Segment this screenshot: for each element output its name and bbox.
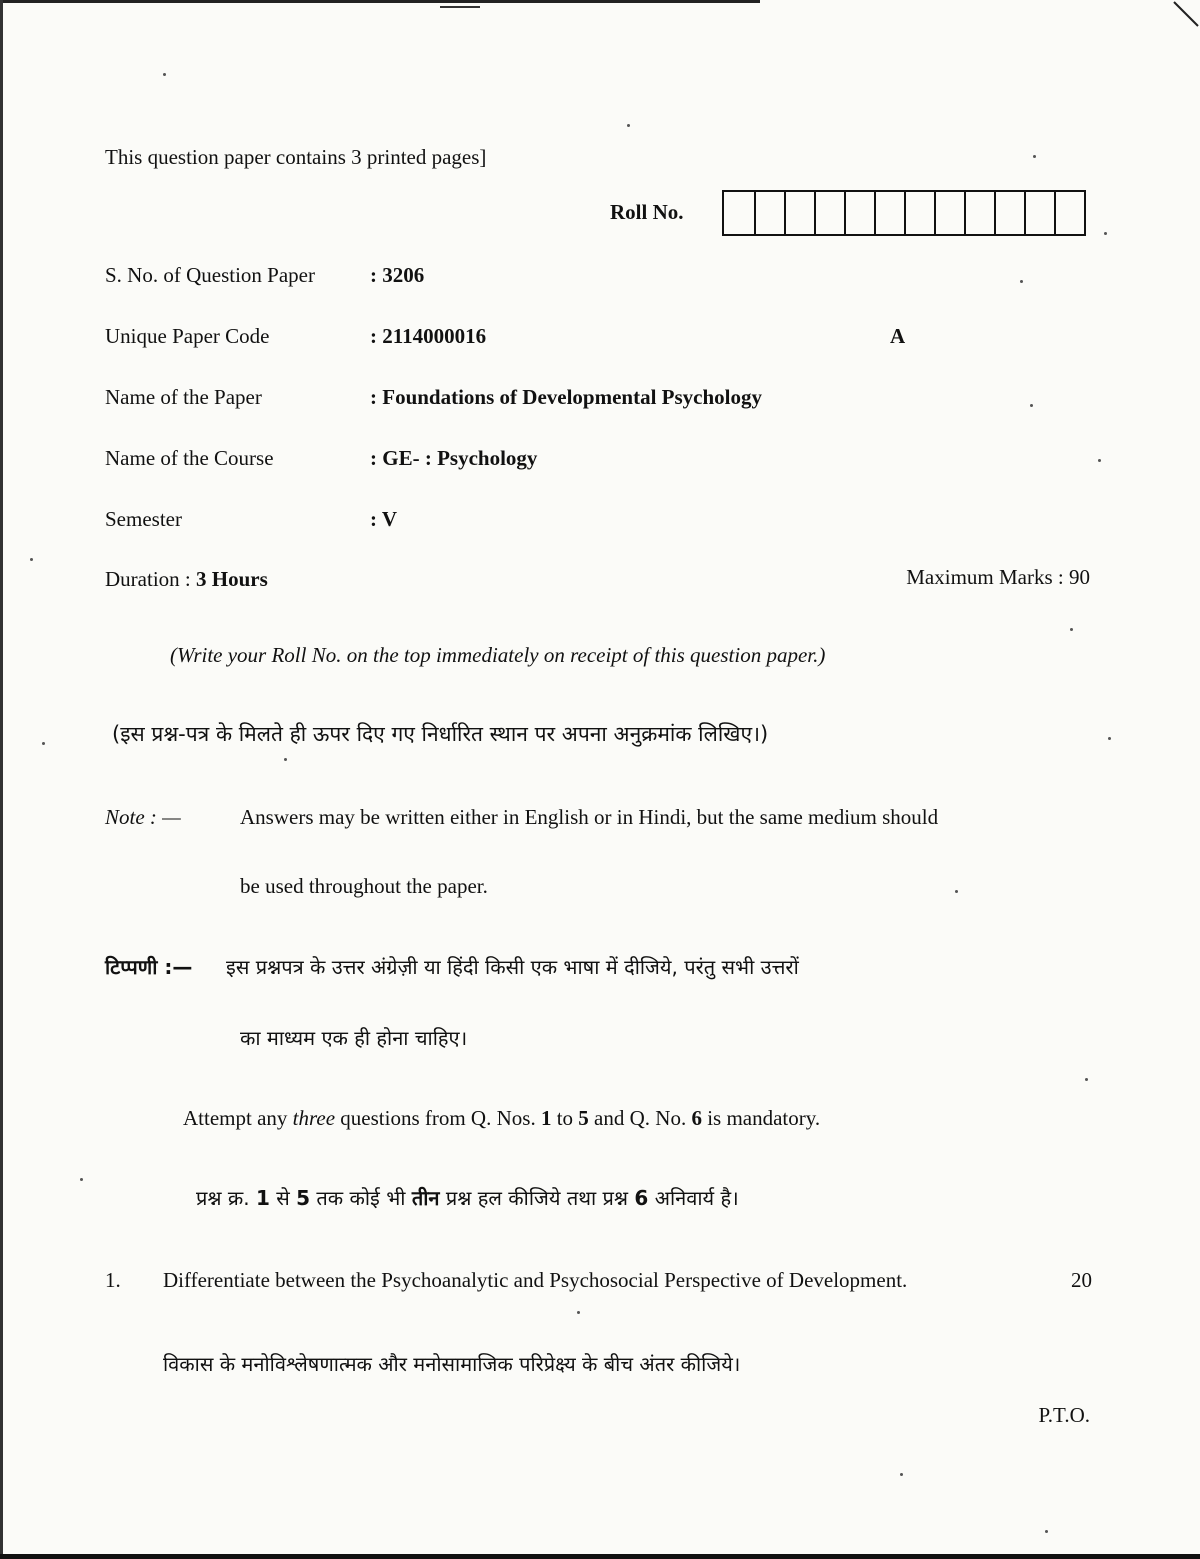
attempt-en-number: 5 [578,1106,589,1130]
meta-label-serial: S. No. of Question Paper [105,263,315,287]
attempt-hi-number: 1 [255,1186,270,1210]
roll-number-box[interactable] [784,192,814,234]
roll-number-box[interactable] [994,192,1024,234]
question-number: 1. [105,1268,121,1292]
attempt-hi-text: तक कोई भी [310,1186,412,1210]
question-marks: 20 [1071,1268,1092,1292]
attempt-instruction-hindi [196,1184,739,1211]
attempt-hi-count: तीन [411,1186,440,1210]
scan-speck [1033,155,1036,158]
scan-corner-mark [1170,0,1200,30]
roll-number-box[interactable] [1024,192,1054,234]
scan-speck [1045,1530,1048,1533]
scan-speck [1030,404,1033,407]
scan-speck [900,1473,903,1476]
roll-number-box[interactable] [904,192,934,234]
scan-speck [163,73,166,76]
duration-label: Duration : [105,567,196,591]
question-text-english: Differentiate between the Psychoanalytic and Psychosocial Perspective of Development. [163,1268,908,1292]
note-label: Note : — [105,805,181,829]
roll-number-boxes[interactable] [722,190,1086,236]
attempt-en-text: is mandatory. [701,1106,821,1130]
pages-note: This question paper contains 3 printed pages] [105,145,487,169]
attempt-en-text: questions from Q. Nos. [335,1106,541,1130]
roll-number-box[interactable] [754,192,784,234]
roll-number-box[interactable] [724,192,754,234]
pto-note: P.T.O. [1038,1403,1090,1427]
meta-value-course: : GE- : Psychology [370,446,538,470]
scan-edge-left [0,0,3,1559]
meta-value-paper-code: : 2114000016 [370,324,487,348]
maximum-marks: Maximum Marks : 90 [906,565,1090,589]
attempt-en-text: to [551,1106,579,1130]
scan-speck [1108,737,1111,740]
roll-number-box[interactable] [934,192,964,234]
attempt-en-number: 6 [691,1106,702,1130]
scan-speck [80,1178,83,1181]
tippani-label: टिप्पणी :— [105,955,193,979]
roll-number-box[interactable] [874,192,904,234]
note-line-1: Answers may be written either in English or in Hindi, but the same medium should [240,805,939,829]
roll-instruction-english: (Write your Roll No. on the top immediately on receipt of this question paper.) [170,643,826,667]
scan-speck [1070,628,1073,631]
meta-label-course: Name of the Course [105,446,274,470]
scan-speck [1098,459,1101,462]
roll-number-box[interactable] [1054,192,1084,234]
meta-label-semester: Semester [105,507,182,531]
attempt-hi-number: 6 [634,1186,649,1210]
scan-edge-top [0,0,760,3]
roll-number-label: Roll No. [610,200,684,224]
attempt-en-text: and Q. No. [588,1106,692,1130]
attempt-en-text: Attempt any [183,1106,293,1130]
scan-speck [30,558,33,561]
scan-speck [1104,232,1107,235]
tippani-line-1: इस प्रश्नपत्र के उत्तर अंग्रेज़ी या हिंदी किसी एक भाषा में दीजिये, परंतु सभी उत्तरों [226,955,799,979]
attempt-hi-text: अनिवार्य है। [648,1186,739,1210]
roll-number-box[interactable] [814,192,844,234]
meta-value-serial: : 3206 [370,263,425,287]
scan-speck [955,890,958,893]
attempt-hi-text: प्रश्न हल कीजिये तथा प्रश्न [439,1186,635,1210]
note-line-2: be used throughout the paper. [240,874,488,898]
meta-value-paper-name: : Foundations of Developmental Psychology [370,385,763,409]
tippani-line-2: का माध्यम एक ही होना चाहिए। [240,1026,468,1050]
meta-value-semester: : V [370,507,398,531]
set-letter: A [890,324,906,348]
attempt-hi-text: से [269,1186,297,1210]
duration [105,567,268,592]
scan-edge-fragment [440,0,480,8]
scan-speck [1085,1078,1088,1081]
roll-number-box[interactable] [844,192,874,234]
scan-edge-bottom [0,1554,1200,1559]
scan-speck [284,758,287,761]
attempt-en-number: 1 [540,1106,552,1130]
scan-speck [577,1311,580,1314]
scan-speck [627,124,630,127]
meta-label-paper-code: Unique Paper Code [105,324,270,348]
duration-value: 3 Hours [195,567,268,591]
roll-number-box[interactable] [964,192,994,234]
attempt-hi-text: प्रश्न क्र. [196,1186,256,1210]
question-text-hindi: विकास के मनोविश्लेषणात्मक और मनोसामाजिक परिप्रेक्ष्य के बीच अंतर कीजिये। [163,1352,741,1376]
scan-speck [1020,280,1023,283]
attempt-hi-number: 5 [296,1186,311,1210]
attempt-instruction-english [183,1106,820,1131]
roll-instruction-hindi: (इस प्रश्न-पत्र के मिलते ही ऊपर दिए गए निर्धारित स्थान पर अपना अनुक्रमांक लिखिए।) [112,722,769,746]
scan-speck [42,742,45,745]
attempt-en-count: three [292,1106,336,1130]
meta-label-paper-name: Name of the Paper [105,385,262,409]
